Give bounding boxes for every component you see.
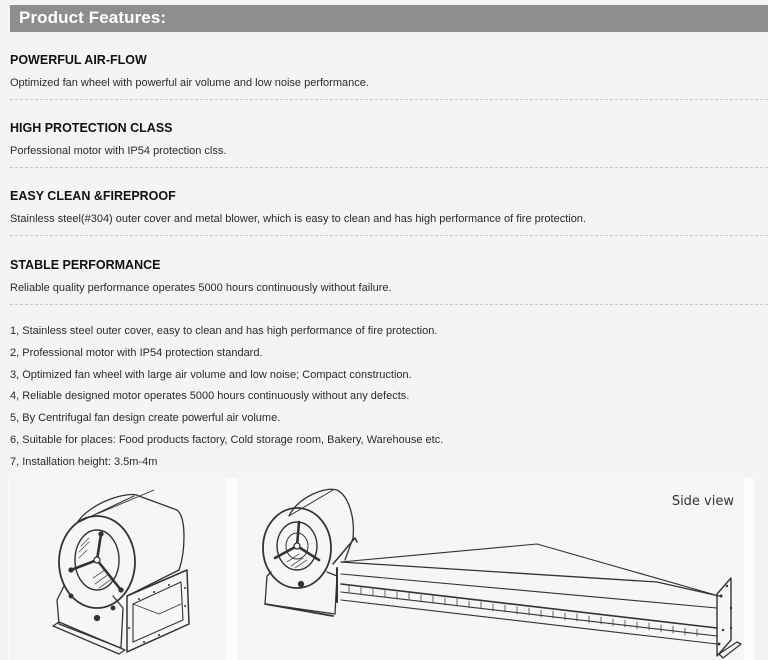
- feature-heading: POWERFUL AIR-FLOW: [10, 53, 147, 67]
- dashed-divider: [10, 235, 768, 236]
- spec-item: 2, Professional motor with IP54 protection standard.: [10, 346, 263, 359]
- spec-item: 3, Optimized fan wheel with large air volume and low noise; Compact construction.: [10, 368, 412, 381]
- feature-description: Reliable quality performance operates 5000 hours continuously without failure.: [10, 282, 392, 294]
- dashed-divider: [10, 99, 768, 100]
- feature-description: Porfessional motor with IP54 protection clss.: [10, 145, 227, 157]
- feature-heading: EASY CLEAN &FIREPROOF: [10, 189, 176, 203]
- dashed-divider: [10, 167, 768, 168]
- side-view-label: Side view: [671, 494, 734, 509]
- feature-heading: HIGH PROTECTION CLASS: [10, 121, 173, 135]
- panel-gap: [226, 478, 236, 660]
- panel-gap: [744, 478, 754, 660]
- product-features-banner: [10, 5, 768, 32]
- air-curtain-drawing-icon: [237, 478, 745, 660]
- spec-list: [10, 324, 443, 477]
- dashed-divider: [10, 304, 768, 305]
- air-curtain-side-view-image: [236, 478, 744, 660]
- spec-item: 5, By Centrifugal fan design create powerful air volume.: [10, 412, 281, 425]
- banner-title: Product Features:: [19, 8, 167, 27]
- spec-item: 1, Stainless steel outer cover, easy to clean and has high performance of fire protection.: [10, 325, 438, 337]
- blower-drawing-icon: [9, 478, 227, 660]
- feature-heading: STABLE PERFORMANCE: [10, 258, 161, 272]
- spec-item: 4, Reliable designed motor operates 5000 hours continuously without any defects.: [10, 390, 410, 403]
- centrifugal-blower-image: [8, 478, 226, 660]
- feature-description: Optimized fan wheel with powerful air volume and low noise performance.: [10, 77, 369, 89]
- spec-item: 7, Installation height: 3.5m-4m: [10, 455, 158, 468]
- spec-item: 6, Suitable for places: Food products factory, Cold storage room, Bakery, Warehouse etc.: [10, 433, 444, 446]
- feature-description: Stainless steel(#304) outer cover and metal blower, which is easy to clean and has high performance of fire protection.: [10, 213, 586, 225]
